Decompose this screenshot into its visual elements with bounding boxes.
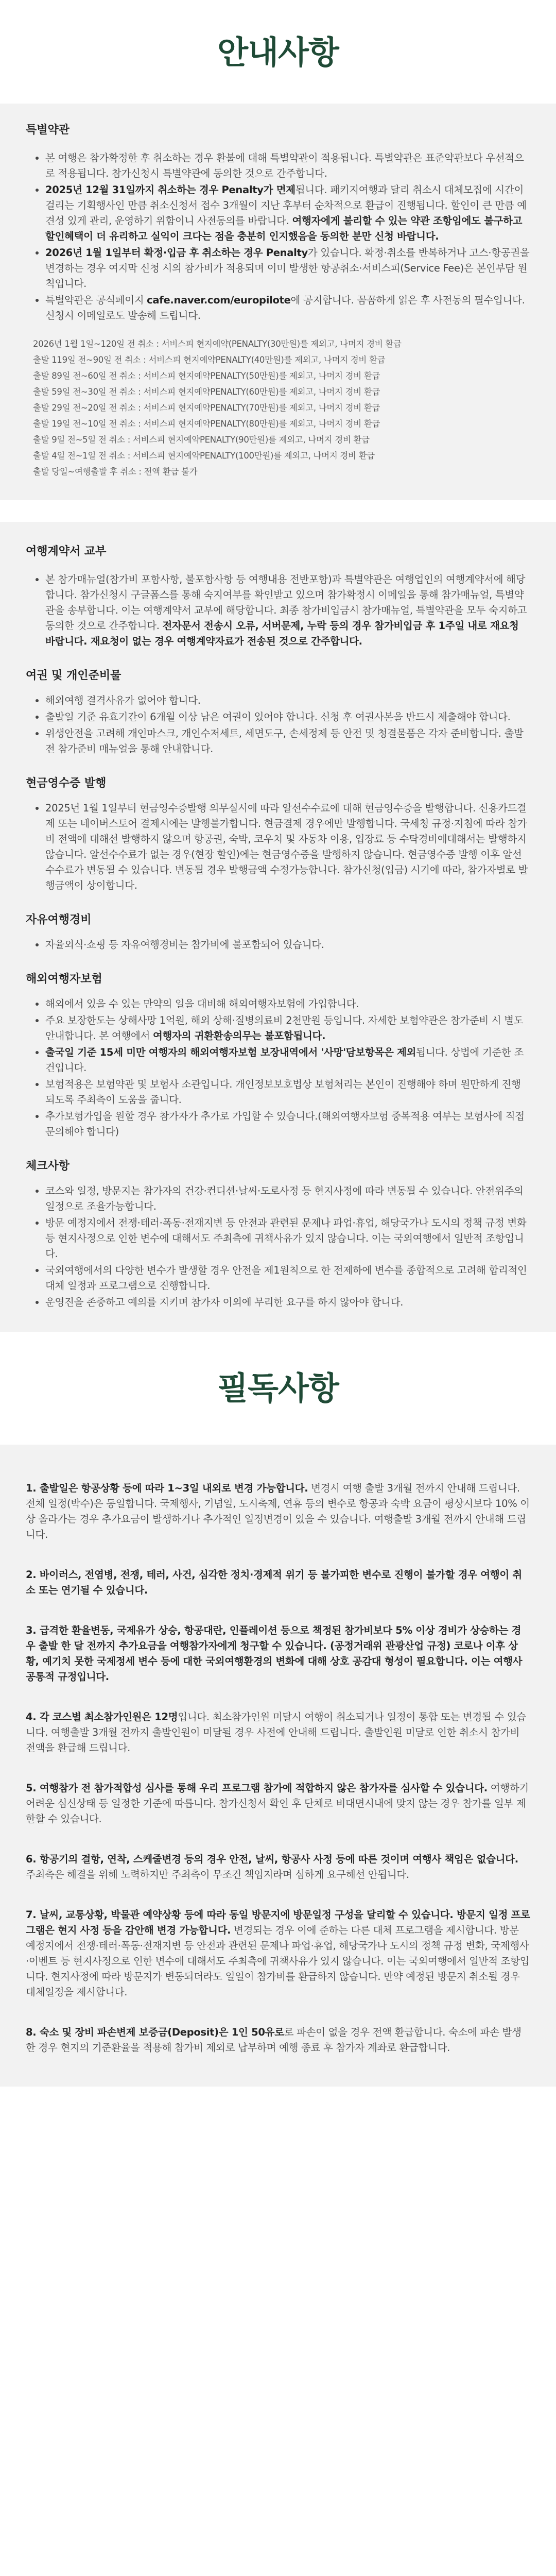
list-item: • 주요 보장한도는 상해사망 1억원, 해외 상해·질병의료비 2천만원 등입니다. 자세한 보험약관은 참가준비 시 별도 안내합니다. 본 여행에서 여행자의 귀환환송의무는 불포함됩니다. [45,1013,530,1044]
schedule-row: 출발 119일 전~90일 전 취소 : 서비스피 현지예약PENALTY(40만원)를 제외고, 나머지 경비 환급 [33,355,386,365]
notice-item: 3. 급격한 환율변동, 국제유가 상승, 항공대란, 인플레이션 등으로 책정된 참가비보다 5% 이상 경비가 상승하는 경우 출발 한 달 전까지 추가요금을 여행참가자에게 청구할 수 있습니다. (공정거래위 관광산업 규정) 코로나 이후 상황, 예기치 못한 국제정세 변수 등에 대한 국외여행환경의 변화에 대해 상호 공감대 형성이 필요합니다. 이는 여행사 공통적 규정입니다. [26,1624,523,1683]
passport-list [26,693,530,757]
insurance-list [26,996,530,1140]
must-read-section [0,1332,556,2087]
list-item: • 본 참가매뉴얼(참가비 포함사항, 불포함사항 등 여행내용 전반포함)과 특별약관은 여행업인의 여행계약서에 해당합니다. 참가신청시 구글폼스를 통해 숙지여부를 확인받고 있으며 참가확정시 이메일을 통해 참가매뉴얼, 특별약관을 송부합니다. 이는 여행계약서 교부에 해당합니다. 최종 참가비입금시 참가매뉴얼, 특별약관을 모두 숙지하고 동의한 것으로 간주합니다. 전자문서 전송시 오류, 서버문제, 누락 등의 경우 참가비입금 후 1주일 내로 재요청 바랍니다. 재요청이 없는 경우 여행계약자료가 전송된 것으로 간주합니다. [45,572,530,649]
special-terms-list [26,150,530,324]
schedule-row: 출발 4일 전~1일 전 취소 : 서비스피 현지예약PENALTY(100만원)를 제외고, 나머지 경비 환급 [33,451,375,461]
list-item: • 자율외식·쇼핑 등 자유여행경비는 참가비에 불포함되어 있습니다. [45,937,530,953]
notice-item: 7. 날씨, 교통상황, 박물관 예약상황 등에 따라 동일 방문지에 방문일정 구성을 달리할 수 있습니다. 방문지 일정 프로그램은 현지 사정 등을 감안해 변경 가능합니다. 변경되는 경우 이에 준하는 다른 대체 프로그램을 제시합니다. 방문 예정지에서 전쟁·테러·폭동·전재지변 등 안전과 관련된 문제나 파업·휴업, 해당국가나 도시의 정책 규정 변화, 국제행사·이벤트 등 현지사정으로 인한 변수에 대해서도 주최측에 귀책사유가 있지 않습니다. 이는 국외여행에서 일반적 조항입니다. 현지사정에 따라 방문지가 변동되더라도 일일이 참가비를 환급하지 않습니다. 만약 예정된 방문지 취소될 경우 대체일정을 제시합니다. [26,1909,530,1998]
notice-item: 4. 각 코스별 최소참가인원은 12명입니다. 최소참가인원 미달시 여행이 취소되거나 일정이 통합 또는 변경될 수 있습니다. 여행출발 3개월 전까지 출발인원이 미달될 경우 사전에 안내해 드립니다. 출발인원 미달로 인한 취소시 참가비 전액을 환급해 드립니다. [26,1711,526,1754]
list-item: • 2025년 12월 31일까지 취소하는 경우 Penalty가 면제됩니다. 패키지여행과 달리 취소시 대체모집에 시간이 걸리는 기획행사인 만큼 취소신청서 접수 3개월이 지난 후부터 순차적으로 환급이 진행됩니다. 할인이 큰 만큼 예견성 있게 관리, 운영하기 위함이니 사전동의를 바랍니다. 여행자에게 불리할 수 있는 약관 조항임에도 불구하고 할인혜택이 더 유리하고 실익이 크다는 점을 충분히 인지했음을 동의한 분만 신청 바랍니다. [45,182,530,244]
schedule-row: 출발 59일 전~30일 전 취소 : 서비스피 현지예약PENALTY(60만원)를 제외고, 나머지 경비 환급 [33,387,380,397]
list-item: • 해외에서 있을 수 있는 만약의 일을 대비해 해외여행자보험에 가입합니다. [45,996,530,1012]
list-item: • 출발일 기준 유효기간이 6개월 이상 남은 여권이 있어야 합니다. 신청 후 여권사본을 반드시 제출해야 합니다. [45,709,530,725]
schedule-row: 2026년 1월 1일~120일 전 취소 : 서비스피 현지예약(PENALTY(30만원)를 제외고, 나머지 경비 환급 [33,339,402,349]
info-block [0,104,556,500]
list-item: • 2026년 1월 1일부터 확정·입금 후 취소하는 경우 Penalty가 있습니다. 확정·취소를 반복하거나 고스·항공권을 변경하는 경우 여지막 신청 시의 참가비가 적용되며 이미 발생한 항공취소·서비스피(Service Fee)은 본인부담 원칙입니다. [45,245,530,292]
list-item: • 국외여행에서의 다양한 변수가 발생할 경우 안전을 제1원칙으로 한 전제하에 변수를 종합적으로 고려해 합리적인 대체 일정과 프로그램으로 진행합니다. [45,1263,530,1294]
schedule-row: 출발 당일~여행출발 후 취소 : 전액 환급 불가 [33,467,198,477]
list-item: • 코스와 일정, 방문지는 참가자의 건강·컨디션·날씨·도로사정 등 현지사정에 따라 변동될 수 있습니다. 안전위주의 일정으로 조율가능합니다. [45,1183,530,1214]
schedule-row: 출발 9일 전~5일 전 취소 : 서비스피 현지예약PENALTY(90만원)를 제외고, 나머지 경비 환급 [33,435,370,445]
list-item: • 위생안전을 고려해 개인마스크, 개인수저세트, 세면도구, 손세정제 등 안전 및 청결물품은 각자 준비합니다. 출발 전 참가준비 매뉴얼을 통해 안내합니다. [45,726,530,757]
penalty-schedule [26,336,530,480]
list-item: • 해외여행 결격사유가 없어야 합니다. [45,693,530,708]
list-item: • 방문 예정지에서 전쟁·테러·폭동·전재지변 등 안전과 관련된 문제나 파업·휴업, 해당국가나 도시의 정책 규정 변화 등 현지사정으로 인한 변수에 대해서도 주최측에 귀책사유가 있지 않습니다. 이는 국외여행에서 일반적 조항입니다. [45,1215,530,1262]
special-terms-title: 특별약관 [26,124,70,137]
contract-list [26,572,530,649]
check-list [26,1183,530,1310]
schedule-row: 출발 29일 전~20일 전 취소 : 서비스피 현지예약PENALTY(70만원)를 제외고, 나머지 경비 환급 [33,403,380,413]
check-title: 체크사항 [26,1160,70,1173]
must-read-title: 필독사항 [217,1369,339,1407]
notice-item: 2. 바이러스, 전염병, 전쟁, 테러, 사건, 심각한 정치·경제적 위기 등 불가피한 변수로 진행이 불가할 경우 여행이 취소 또는 연기될 수 있습니다. [26,1569,522,1596]
list-item: • 보험적용은 보험약관 및 보험사 소관입니다. 개인정보보호법상 보험처리는 본인이 진행해야 하며 원만하게 진행되도록 주최측이 도움을 줍니다. [45,1077,530,1108]
list-item: • 추가보험가입을 원할 경우 참가자가 추가로 가입할 수 있습니다.(해외여행자보험 중복적용 여부는 보험사에 직접 문의해야 합니다) [45,1109,530,1140]
list-item: • 2025년 1월 1일부터 현금영수증발행 의무실시에 따라 알선수수료에 대해 현금영수증을 발행합니다. 신용카드결제 또는 네이버스토어 결제시에는 발행불가합니다. 현금결제 경우에만 발행합니다. 국세청 규정·지침에 따라 참가비 전액에 대해선 발행하지 않으며 항공권, 숙박, 코우치 및 자동차 이용, 입장료 등 수탁경비에대해서는 발행하지 않습니다. 알선수수료가 없는 경우(현장 할인)에는 현금영수증을 발행하지 않습니다. 현금영수증 발행 이후 알선수수료가 변동될 수 있습니다. 변동될 경우 발행금액 수정가능합니다. 참가신청(입금) 시기에 따라, 참가자별로 발행금액이 상이합니다. [45,801,530,893]
schedule-row: 출발 89일 전~60일 전 취소 : 서비스피 현지예약PENALTY(50만원)를 제외고, 나머지 경비 환급 [33,371,380,381]
list-item: • 출국일 기준 15세 미만 여행자의 해외여행자보험 보장내역에서 '사망'담보항목은 제외됩니다. 상법에 기준한 조건입니다. [45,1045,530,1076]
list-item: • 특별약관은 공식페이지 cafe.naver.com/europilote에 공지합니다. 꼼꼼하게 읽은 후 사전동의 필수입니다. 신청시 이메일로도 발송해 드립니다. [45,293,530,324]
list-item: • 운영진을 존중하고 예의를 지키며 참가자 이외에 무리한 요구를 하지 않아야 합니다. [45,1295,530,1310]
notice-title: 안내사항 [217,33,339,71]
insurance-title: 해외여행자보험 [26,973,102,986]
schedule-row: 출발 19일 전~10일 전 취소 : 서비스피 현지예약PENALTY(80만원)를 제외고, 나머지 경비 환급 [33,419,380,429]
list-item: • 본 여행은 참가확정한 후 취소하는 경우 환불에 대해 특별약관이 적용됩니다. 특별약관은 표준약관보다 우선적으로 적용됩니다. 참가신청시 특별약관에 동의한 것으로 간주합니다. [45,150,530,181]
contract-title: 여행계약서 교부 [26,545,107,558]
notice-item: 1. 출발일은 항공상황 등에 따라 1~3일 내외로 변경 가능합니다. 변경시 여행 출발 3개월 전까지 안내해 드립니다. 전체 일정(박수)은 동일합니다. 국제행사, 기념일, 도시축제, 연휴 등의 변수로 항공과 숙박 요금이 평상시보다 10% 이상 올라가는 경우 추가요금이 발생하거나 추가적인 일정변경이 있을 수 있습니다. 여행출발 3개월 전까지 안내해 드립니다. [26,1482,530,1540]
passport-title: 여권 및 개인준비물 [26,669,121,682]
receipt-list [26,801,530,893]
info-block [0,522,556,1332]
free-expense-title: 자유여행경비 [26,913,92,926]
must-read-block [0,1445,556,2087]
notice-item: 5. 여행참가 전 참가적합성 심사를 통해 우리 프로그램 참가에 적합하지 않은 참가자를 심사할 수 있습니다. 여행하기 어려운 심신상태 등 일정한 기준에 따릅니다. 참가신청서 확인 후 단체로 비대면시내에 맞지 않는 경우 참가를 일부 제한할 수 있습니다. [26,1782,529,1825]
cafe-link[interactable]: cafe.naver.com/europilote [147,294,291,306]
free-expense-list [26,937,530,953]
receipt-title: 현금영수증 발행 [26,777,107,790]
notice-item: 8. 숙소 및 장비 파손변제 보증금(Deposit)은 1인 50유로로 파손이 없을 경우 전액 환급합니다. 숙소에 파손 발생한 경우 현지의 기준환율을 적용해 참가비 제외로 납부하며 예행 종료 후 참가자 계좌로 환급합니다. [26,2026,522,2054]
notice-item: 6. 항공기의 결항, 연착, 스케줄변경 등의 경우 안전, 날씨, 항공사 사정 등에 따른 것이며 여행사 책임은 없습니다. 주최측은 해결을 위해 노력하지만 주최측이 무조건 책임지라며 심하게 요구해선 안됩니다. [26,1853,518,1880]
divider [0,500,556,522]
